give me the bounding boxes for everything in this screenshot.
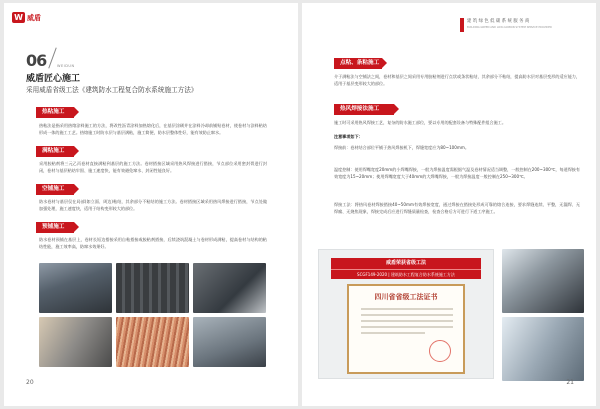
header-slogan-en: BUILDING GREEN AND LOW-CARBON SYSTEM SERVICE PROVIDER [467,26,552,29]
left-page [4,3,298,406]
text-hot-air-welding: 施工时可采用热风焊接工艺，复杂的防水施工部位，要以专用的配套设备与特殊配件组合施工。 [334,120,506,125]
certificate-subheader: SCGF149-2020 | 建筑防水工程复合防水系统施工方法 [331,269,481,279]
welding-photo-1 [502,249,584,313]
section-divider [48,47,56,68]
note-temperature: 温度控制：使用焊嘴宽度20mm的小焊嘴焊接，一般为焊接温度需根据气温及卷材情况适当调整，一般控制在200~300℃，每道焊接有效宽度为15~20mm；使用焊嘴宽度大于40mm的大焊嘴焊接，一般为焊接温度一般控制在250~300℃。 [334,167,580,179]
certificate-text-lines [361,308,453,338]
header-slogan: 建筑绿色低碳系统服务商 [467,19,531,24]
header-accent-bar [460,18,464,32]
brand-logo [12,12,41,23]
certificate-header: 威盾荣获省级工法 [331,258,481,269]
note-before-welding: 焊接前：卷材结合部位平铺于热风焊接机下，焊缝宽度应为80~100mm。 [334,145,469,150]
construction-photo-2 [116,263,189,313]
section-title: 威盾匠心施工 [26,74,81,84]
text-point-strip-bond: 介于满粘法与空铺法之间，卷材和基层之间采用专用胶粘剂进行点状或条状粘结，其余部分不粘结，提高防水层对基层变形的适应能力，适用于基层变形较大的部位。 [334,74,580,86]
construction-photo-5 [116,317,189,367]
tag-point-strip-bond: 点粘、条粘施工 [334,58,382,69]
certificate-title: 四川省省级工法证书 [374,293,438,301]
tag-hot-bond: 热粘施工 [36,107,74,118]
welding-photo-2 [502,317,584,381]
logo-text: 威盾 [27,13,41,22]
certificate-document [347,284,465,374]
section-en-label: WEIDUN [57,64,75,68]
tag-full-bond: 满粘施工 [36,146,74,157]
tag-empty-bond: 空铺施工 [36,184,74,195]
construction-photo-3 [193,263,266,313]
tag-pre-laid: 预铺施工 [36,222,74,233]
seal-icon [429,340,451,362]
text-hot-bond: 热粘法是指采用热熔涂料施工的方法，将改性沥青涂料加热熔化后，在基层涂刷并在涂料冷却前铺贴卷材，使卷材与涂料粘结形成一体的施工工艺。热熔施工时防水层与基层满粘，施工简便，防水层整体性好，能有效防止窜水。 [39,123,267,135]
construction-photo-1 [39,263,112,313]
text-full-bond: 采用胶粘剂将三元乙丙卷材直接满粘到基层的施工方法。卷材搭接区域采用热风焊接进行搭接，节点部位采用密封膏进行封闭，卷材与基层粘结牢固、施工速度快，能有效避免窜水、封闭性能良好。 [39,161,267,173]
notes-title: 注意事项如下： [334,134,363,139]
logo-icon: W [12,12,25,23]
text-empty-bond: 防水卷材与基层仅在局部(如立面、周边)粘结，其余部分不粘结的施工方法。卷材搭接区域采用热风焊接进行搭接，节点处做加强处理，施工速度快，适用于结构变形较大的部位。 [39,199,267,211]
text-pre-laid: 防水卷材预铺在基层上，卷材长短边搭接采用自粘搭接或胶粘剂搭接，后续浇筑混凝土与卷材形成满粘，提高卷材与结构的粘结性能，施工效率高，防窜水效果好。 [39,237,267,249]
right-page [302,3,596,406]
section-number: 06 [26,51,47,70]
tag-hot-air-welding: 热风焊接法施工 [334,104,394,115]
page-number-right: 21 [566,379,574,386]
note-welding-method: 焊接工法：将热风卷材焊接搭接40~50mm有效焊接宽度，通过焊接在搭接处形成可靠的熔合连接，要求焊缝连续、平整，无漏焊、无焊瘤、无烧焦现象，焊接完成后应进行焊缝质量检查，检查合格后方可进行下道工序施工。 [334,202,580,214]
page-number-left: 20 [26,379,34,386]
certificate-panel [318,249,494,379]
section-subtitle: 采用威盾省级工法《建筑防水工程复合防水系统施工方法》 [26,86,198,94]
construction-photo-6 [193,317,266,367]
construction-photo-4 [39,317,112,367]
